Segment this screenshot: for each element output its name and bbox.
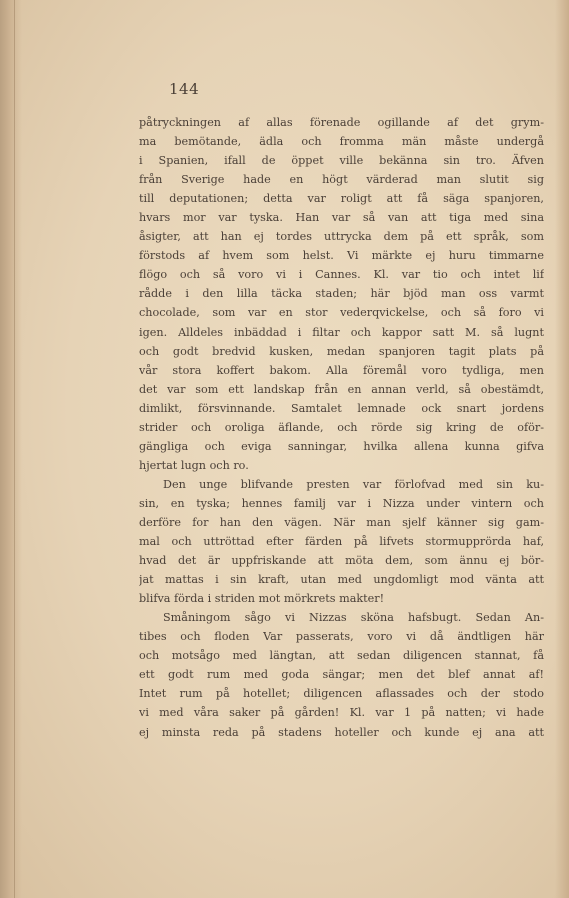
- text-line: hvars mor var tyska. Han var så van att tiga med sina: [139, 211, 544, 225]
- text-line: det var som ett landskap från en annan verld, så obestämdt,: [139, 382, 544, 396]
- text-line: Intet rum på hotellet; diligencen aflassades och der stodo: [139, 687, 544, 701]
- text-line: och motsågo med längtan, att sedan diligencen stannat, få: [139, 649, 544, 663]
- text-line: igen. Alldeles inbäddad i filtar och kappor satt M. så lugnt: [139, 325, 544, 339]
- text-line: ej minsta reda på stadens hoteller och kunde ej ana att: [139, 725, 544, 739]
- text-line: jat mattas i sin kraft, utan med ungdomligt mod vänta att: [139, 573, 544, 587]
- text-line: i Spanien, ifall de öppet ville bekänna sin tro. Äfven: [139, 154, 544, 168]
- text-line: ma bemötande, ädla och fromma män måste undergå: [139, 135, 544, 149]
- page-right-edge-shadow: [555, 0, 569, 898]
- body-text: [139, 113, 544, 742]
- text-line: och godt bredvid kusken, medan spanjoren tagit plats på: [139, 344, 544, 358]
- text-line: chocolade, som var en stor vederqvickelse, och så foro vi: [139, 306, 544, 320]
- text-line: sin, en tyska; hennes familj var i Nizza under vintern och: [139, 496, 544, 510]
- text-line: från Sverige hade en högt värderad man slutit sig: [139, 173, 544, 187]
- text-line: mal och uttröttad efter färden på lifvets stormupprörda haf,: [139, 535, 544, 549]
- page-left-fold-line: [14, 0, 15, 898]
- text-line: Den unge blifvande presten var förlofvad med sin ku-: [163, 477, 544, 491]
- text-line: tibes och floden Var passerats, voro vi då ändtligen här: [139, 630, 544, 644]
- page-left-edge-shadow: [0, 0, 22, 898]
- text-line: förstods af hvem som helst. Vi märkte ej huru timmarne: [139, 249, 544, 263]
- text-line: gängliga och eviga sanningar, hvilka allena kunna gifva: [139, 439, 544, 453]
- page-number: 144: [169, 80, 200, 98]
- text-line: åsigter, att han ej tordes uttrycka dem på ett språk, som: [139, 230, 544, 244]
- text-line: dimlikt, försvinnande. Samtalet lemnade ock snart jordens: [139, 401, 544, 415]
- text-line: ett godt rum med goda sängar; men det blef annat af!: [139, 668, 544, 682]
- text-line: hjertat lugn och ro.: [139, 458, 249, 472]
- text-line: hvad det är uppfriskande att möta dem, som ännu ej bör-: [139, 554, 544, 568]
- text-line: Småningom sågo vi Nizzas sköna hafsbugt. Sedan An-: [163, 611, 544, 625]
- text-line: påtryckningen af allas förenade ogillande af det grym-: [139, 116, 544, 129]
- text-line: blifva förda i striden mot mörkrets makter!: [139, 592, 385, 606]
- text-line: vi med våra saker på gården! Kl. var 1 på natten; vi hade: [139, 706, 544, 720]
- text-line: rådde i den lilla täcka staden; här bjöd man oss varmt: [139, 287, 544, 301]
- text-line: derföre for han den vägen. När man sjelf känner sig gam-: [139, 515, 544, 529]
- text-line: strider och oroliga äflande, och rörde sig kring de oför-: [139, 420, 544, 434]
- text-line: flögo och så voro vi i Cannes. Kl. var tio och intet lif: [139, 268, 544, 282]
- text-line: vår stora koffert bakom. Alla föremål voro tydliga, men: [139, 363, 544, 377]
- text-line: till deputationen; detta var roligt att få säga spanjoren,: [139, 192, 544, 206]
